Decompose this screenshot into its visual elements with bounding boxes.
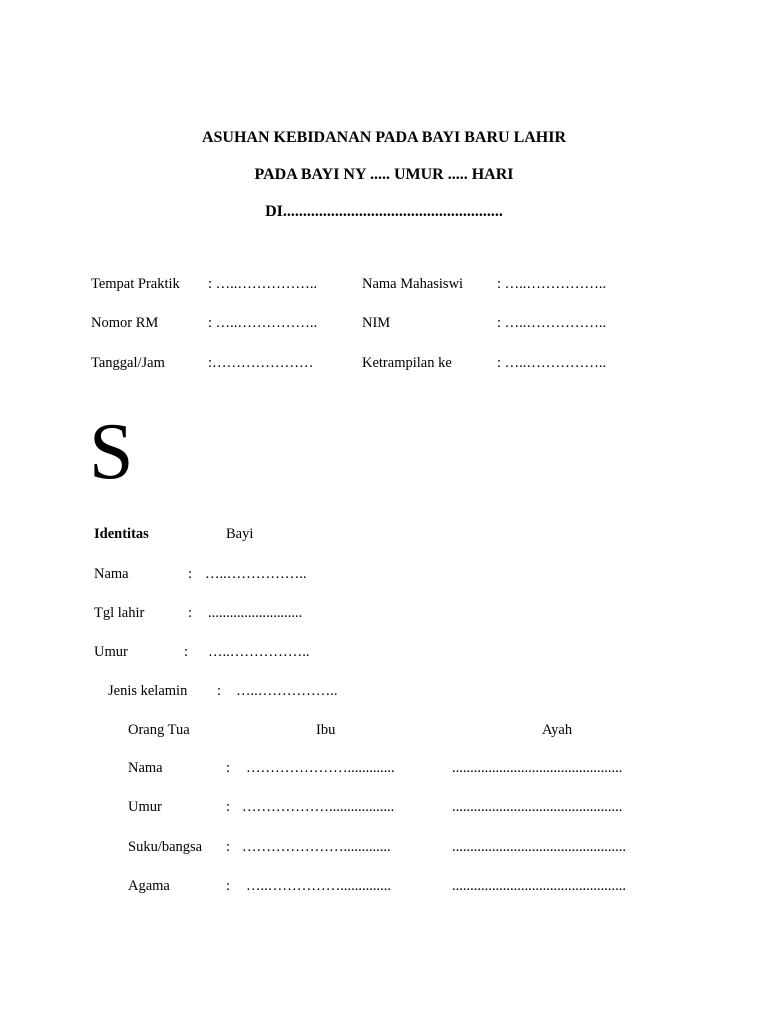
label-suku-bangsa: Suku/bangsa [128,839,203,855]
value-tgl-lahir: .......................... [208,605,303,621]
value-tempat-praktik: : …..…………….. [208,276,318,292]
value-nim: : …..…………….. [497,315,607,331]
value-ketrampilan-ke: : …..…………….. [497,355,607,371]
label-umur-ortu: Umur [128,799,162,815]
label-nomor-rm: Nomor RM [91,315,159,331]
label-nama-ortu: Nama [128,760,163,776]
colon: : [188,566,193,582]
colon: : [226,760,231,776]
value-nama-bayi: …..…………….. [205,566,307,582]
colon: : [188,605,193,621]
value-nomor-rm: : …..…………….. [208,315,318,331]
title-line-1: ASUHAN KEBIDANAN PADA BAYI BARU LAHIR [201,129,567,146]
value-agama-ibu: …..…………….............. [246,878,391,894]
value-jenis-kelamin: …..…………….. [236,683,338,699]
colon: : [184,644,189,660]
label-ketrampilan-ke: Ketrampilan ke [362,355,452,371]
section-letter-s: S [89,408,134,496]
colon: : [226,799,231,815]
label-agama: Agama [128,878,170,894]
column-ayah-heading: Ayah [542,722,573,738]
value-nama-ayah: ............................................... [452,760,623,776]
label-nama-mahasiswi: Nama Mahasiswi [362,276,464,292]
colon: : [226,878,231,894]
value-agama-ayah: ................................................ [452,878,626,894]
label-tanggal-jam: Tanggal/Jam [91,355,165,371]
value-nama-ibu: …………………............. [246,760,395,776]
value-umur-ayah: ............................................... [452,799,623,815]
label-tempat-praktik: Tempat Praktik [91,276,180,292]
orang-tua-heading: Orang Tua [128,722,190,738]
column-ibu-heading: Ibu [316,722,336,738]
colon: : [217,683,222,699]
value-suku-ibu: …………………............. [242,839,391,855]
label-jenis-kelamin: Jenis kelamin [108,683,188,699]
colon: : [226,839,231,855]
label-tgl-lahir: Tgl lahir [94,605,145,621]
value-umur-ibu: ……………….................. [242,799,395,815]
value-suku-ayah: ................................................ [452,839,626,855]
label-nim: NIM [362,315,391,331]
title-line-3: DI....................................................... [265,203,503,220]
value-umur-bayi: …..…………….. [208,644,310,660]
identitas-heading: Identitas [94,526,149,542]
value-tanggal-jam: :………………… [208,355,314,371]
value-nama-mahasiswi: : …..…………….. [497,276,607,292]
identitas-subject: Bayi [226,526,254,542]
title-line-2: PADA BAYI NY ..... UMUR ..... HARI [254,166,514,183]
label-umur-bayi: Umur [94,644,128,660]
label-nama-bayi: Nama [94,566,129,582]
